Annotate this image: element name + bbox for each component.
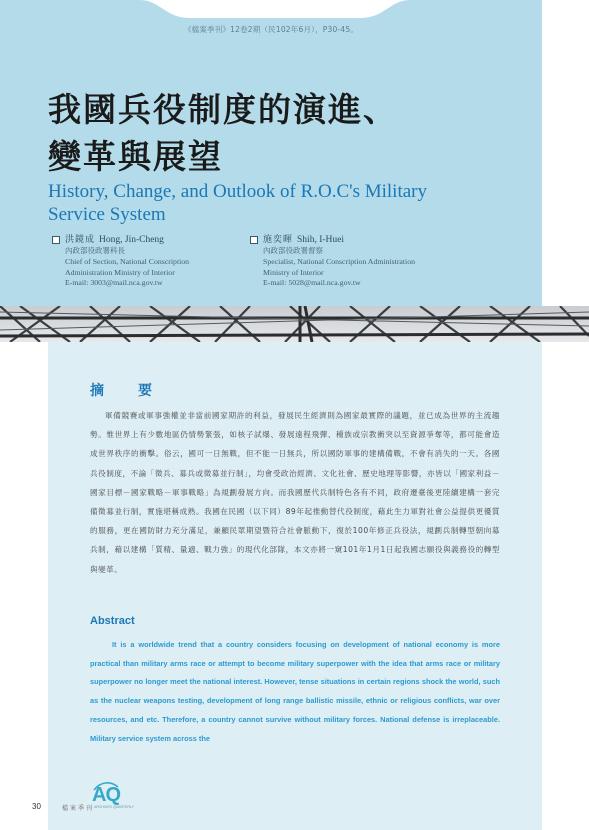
abstract-en-body: It is a worldwide trend that a country considers focusing on development of national economy is more practical than military arms race or attempt to become military superpower with the idea that arms race or military superpower no longer meet the national interest. However, tense situations in certain regions shock the world, such as the nuclear weapons testing, development of long range ballistic missile, ethnic or religious conflicts, war over resources, and etc. Therefore, a country cannot survive without military forces. National defense is irreplaceable. Military service system across the — [90, 640, 500, 743]
page-number: 30 — [32, 802, 41, 811]
author-name-row — [250, 234, 490, 246]
aq-logo: AQ — [92, 784, 120, 806]
abstract-zh-body: 軍備競賽或軍事強權並非當前國家期許的利益，發展民生經濟則為國家最實際的議題，並已成為世界的主流趨勢。惟世界上有少數地區仍情勢緊張，如核子試爆、發展遠程飛彈、種族或宗教衝突以至資源爭奪等，都可能會造成世界秩序的衝擊。俗云，國可一日無戰，但不能一日無兵，所以國防軍事的建構備戰，不會有消失的一天。各國兵役制度，不論「徵兵、募兵或徵募並行制」，均會受政治經濟、文化社會、歷史地理等影響，亦皆以「國家利益－國家目標－國家戰略－軍事戰略」為規劃發展方向。而我國歷代兵制特色各有不同，政府遷臺後更陸續建構一套完備徵募並行制，實施堪稱成熟。我國在民國（以下同）89年起推動替代役制度，藉此生力軍對社會公益提供更優質的服務，更在國防財力充分滿足，兼顧民眾期望暨符合社會脈動下，復於100年修正兵役法，規劃兵制轉型朝向募兵制，藉以建構「質精、量適、戰力強」的現代化部隊，本文亦將一窺101年1月1日起我國志願役與義務役的轉型與變革。 — [90, 411, 500, 574]
author-title-en: Chief of Section, National Conscription — [65, 256, 190, 266]
title-zh-line-1: 我國兵役制度的演進、 — [48, 90, 398, 129]
author-email: E-mail: 5028@mail.nca.gov.tw — [263, 278, 361, 288]
article-title-zh — [48, 86, 518, 180]
author-name-zh: 施奕暉 — [263, 235, 294, 245]
issue-citation: 《檔案季刊》12卷2期（民102年6月），P30-45。 — [183, 25, 359, 34]
abstract-zh-heading: 摘 要 — [90, 383, 162, 399]
article-title-en — [48, 180, 518, 226]
title-zh-line-2: 變革與展望 — [48, 137, 223, 176]
truss-photo-strip — [0, 306, 589, 342]
author-name-en: Hong, Jin-Cheng — [99, 235, 164, 245]
author-name-zh: 洪鏡成 — [65, 235, 96, 245]
author-org-en: Ministry of Interior — [263, 267, 324, 277]
abstract-en-heading: Abstract — [90, 615, 135, 627]
square-bullet-icon — [52, 236, 60, 244]
aq-logo-subtitle: ARCHIVES QUARTERLY — [94, 805, 134, 809]
square-bullet-icon — [250, 236, 258, 244]
author-org-en: Administration Ministry of Interior — [65, 267, 175, 277]
author-email: E-mail: 3003@mail.nca.gov.tw — [65, 278, 163, 288]
author-title-en: Specialist, National Conscription Administration — [263, 256, 416, 266]
author-org-zh: 內政部役政署科長 — [65, 246, 125, 255]
title-en-line-2: Service System — [48, 204, 166, 225]
author-block-2 — [250, 234, 490, 289]
author-org-zh: 內政部役政署督察 — [263, 246, 323, 255]
title-en-line-1: History, Change, and Outlook of R.O.C's Military — [48, 181, 427, 202]
journal-name-zh: 檔案季刊 — [62, 805, 95, 812]
author-name-en: Shih, I-Huei — [297, 235, 344, 245]
